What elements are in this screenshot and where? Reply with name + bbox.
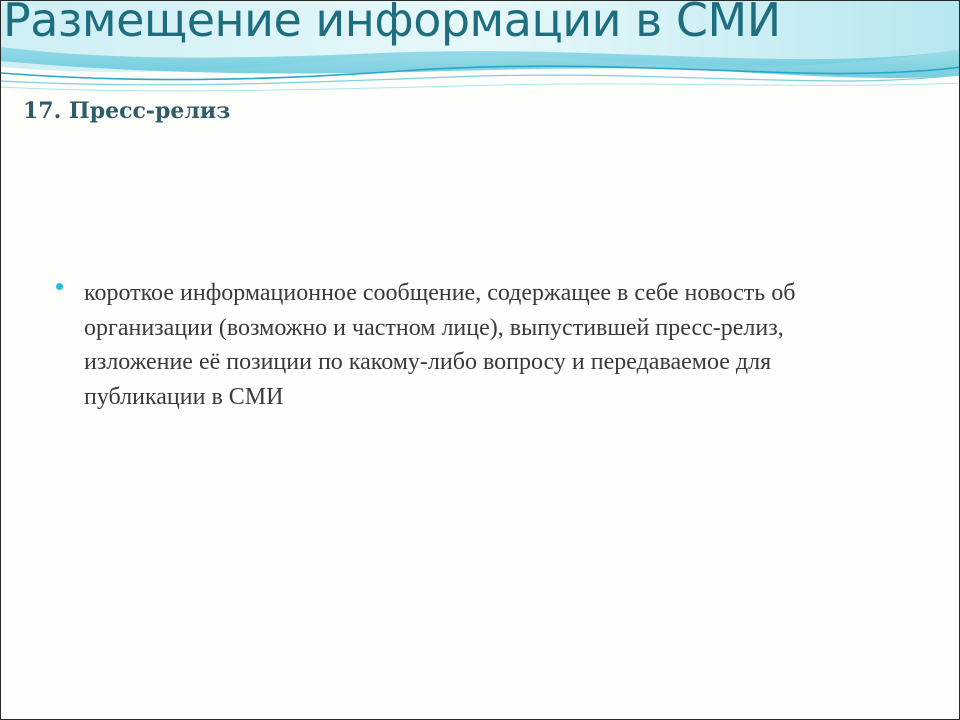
bullet-dot-icon <box>56 283 63 290</box>
bullet-text: короткое информационное сообщение, содержащее в себе новость об организации (возможно и частном лице), выпустившей пресс-релиз, изложение её позиции по какому-либо вопросу и передаваемое для публикации в СМИ <box>84 280 796 410</box>
slide-title: Размещение информации в СМИ <box>3 0 781 47</box>
bullet-list <box>56 276 816 414</box>
bullet-item <box>56 276 816 414</box>
slide-subtitle: 17. Пресс-релиз <box>23 98 231 124</box>
wave-line-3 <box>1 83 960 91</box>
